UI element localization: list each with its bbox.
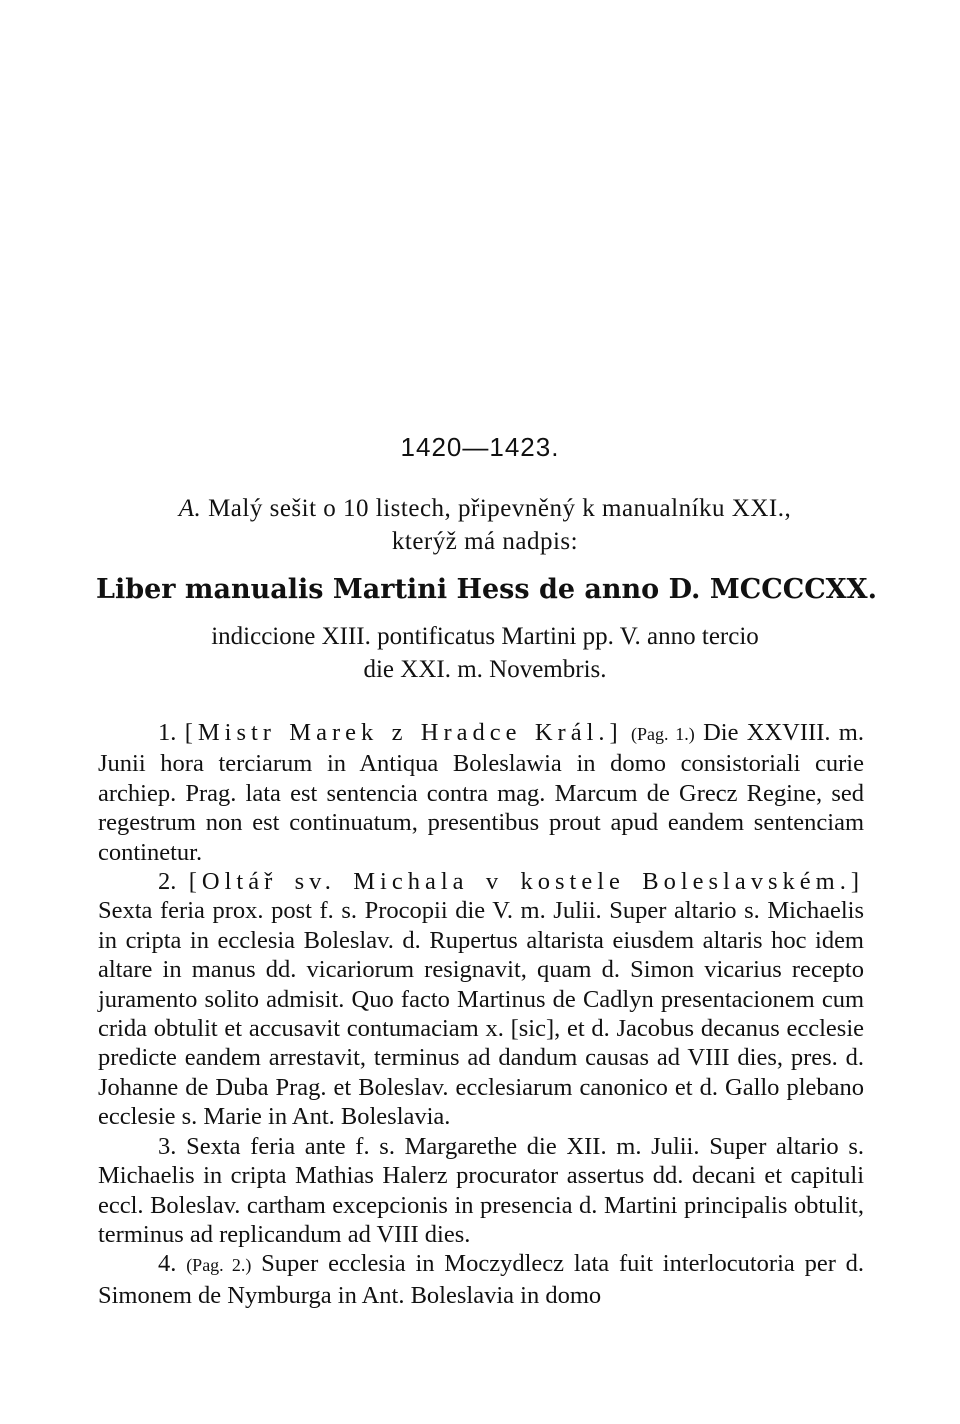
page-year-range: 1420—1423.: [400, 432, 560, 462]
entry-2-heading: [Oltář sv. Michala v kostele Boleslavském.]: [188, 868, 864, 896]
entry-2-number: 2.: [158, 868, 177, 896]
entry-2-text: Sexta feria prox. post f. s. Procopii die V. m. Julii. Super altario s. Michaelis in cripta in ecclesia Boleslav. d. Rupertus altarista eiusdem altaris hoc idem altare in manus dd. vicariorum resignavit, quam d. Simon vicarius recepto juramento solito admisit. Quo facto Martinus de Cadlyn presentacionem cum crida obtulit et accusavit contumaciam x. [sic], et d. Jacobus decanus ecclesie predicte eandem arrestavit, terminus ad dandum causas ad VIII dies, pres. d. Johanne de Duba Prag. et Boleslav. ecclesiarum canonico et d. Gallo plebano ecclesie s. Marie in Ant. Boleslavia.: [98, 897, 864, 1131]
liber-subtitle-line-1: indiccione XIII. pontificatus Martini pp. V. anno tercio: [211, 623, 759, 650]
intro-line-2: kterýž má nadpis:: [391, 528, 579, 555]
liber-title: Liber manualis Martini Hess de anno D. MCCCCXX.: [96, 574, 877, 605]
intro-block: [100, 492, 870, 558]
entry-2: [98, 867, 864, 1132]
entry-4-text: Super ecclesia in Moczydlecz lata fuit interlocutoria per d. Simonem de Nymburga in Ant. Boleslavia in domo: [98, 1250, 865, 1309]
entry-4-number: 4.: [158, 1250, 177, 1278]
liber-subtitle-line-2: die XXI. m. Novembris.: [363, 656, 607, 683]
entry-3: [98, 1132, 864, 1250]
entry-1: [98, 718, 864, 867]
intro-line-1: [100, 492, 870, 525]
entry-4-page-ref: (Pag. 2.): [186, 1255, 252, 1276]
intro-letter: A.: [178, 495, 202, 522]
entry-3-text: Sexta feria ante f. s. Margarethe die XII. m. Julii. Super altario s. Michaelis in cripta Mathias Halerz procurator assertus dd. decani et capituli eccl. Boleslav. cartham excepcionis in presencia d. Martini principalis obtulit, terminus ad replicandum ad VIII dies.: [98, 1132, 864, 1248]
entry-3-number: 3.: [158, 1132, 177, 1160]
entry-4: [98, 1249, 864, 1310]
body-text: [98, 718, 864, 1310]
entry-1-text: Die XXVIII. m. Junii hora terciarum in Antiqua Boleslawia in domo consistoriali curie archiep. Prag. lata est sentencia contra mag. Marcum de Grecz Regine, sed regestrum non est continuatum, presentibus prout apud eandem sentenciam continetur.: [98, 719, 864, 866]
entry-1-heading: [Mistr Marek z Hradce Král.]: [184, 719, 623, 746]
intro-line-1-text: Malý sešit o 10 listech, připevněný k manualníku XXI.,: [208, 495, 792, 522]
entry-1-number: 1.: [158, 719, 177, 746]
entry-1-page-ref: (Pag. 1.): [631, 724, 695, 744]
liber-subtitle: [100, 620, 870, 686]
